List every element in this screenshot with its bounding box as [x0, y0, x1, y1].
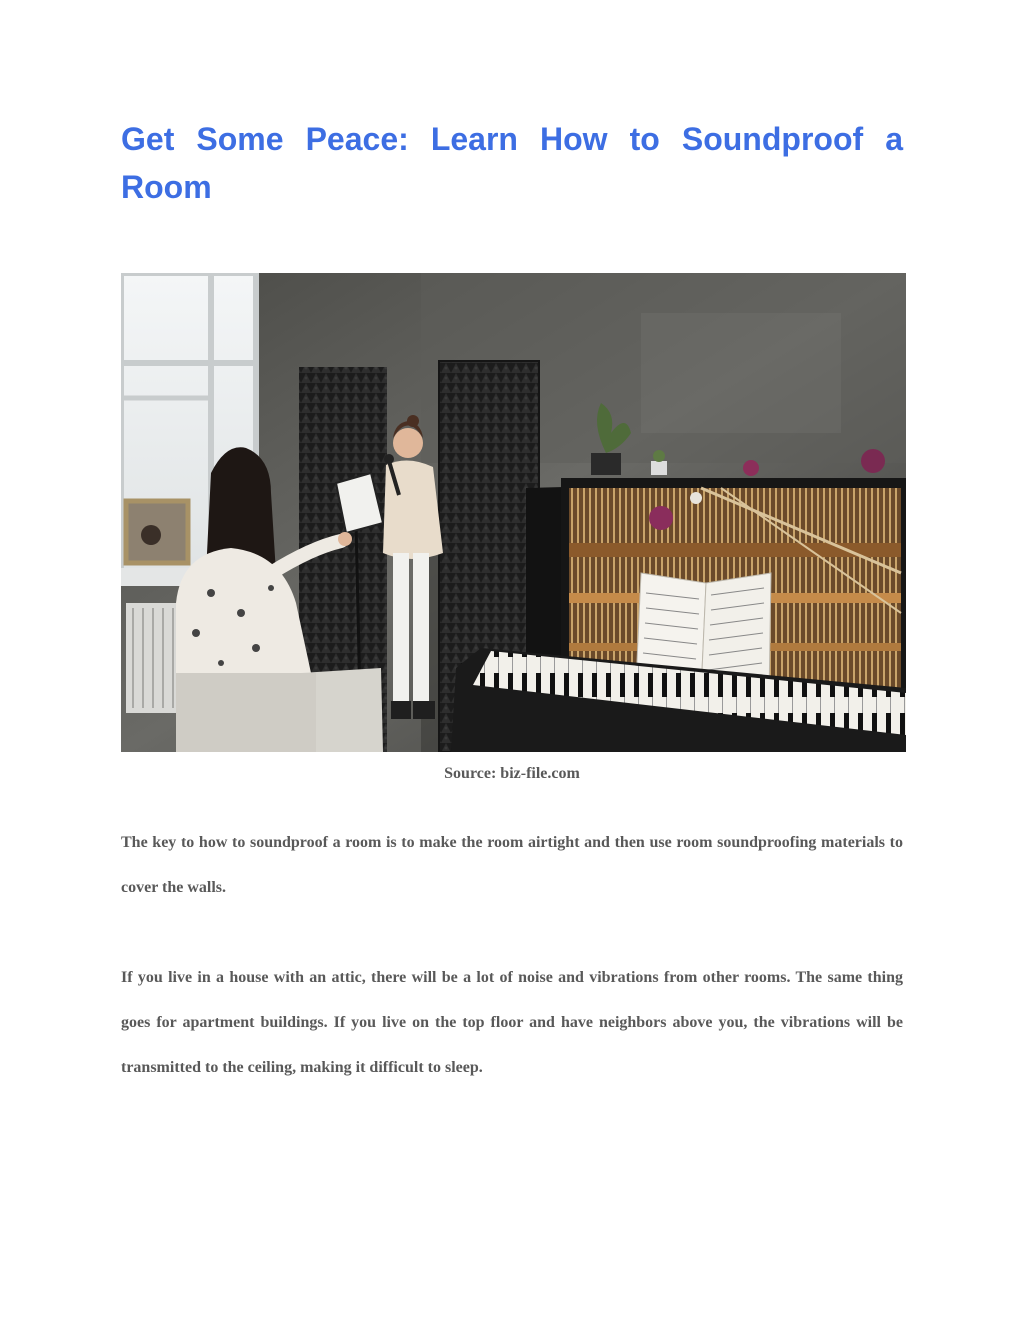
article-image [121, 273, 906, 752]
body-paragraph: If you live in a house with an attic, there will be a lot of noise and vibrations from other rooms. The same thing goes for apartment buildings. If you live on the top floor and have neighbors above you, the vibrations will be transmitted to the ceiling, making it difficult to sleep. [121, 969, 903, 1076]
body-paragraph: The key to how to soundproof a room is to make the room airtight and then use room soundproofing materials to cover the walls. [121, 834, 903, 896]
page-title: Get Some Peace: Learn How to Soundproof a Room [121, 121, 903, 205]
image-caption: Source: biz-file.com [444, 765, 580, 782]
